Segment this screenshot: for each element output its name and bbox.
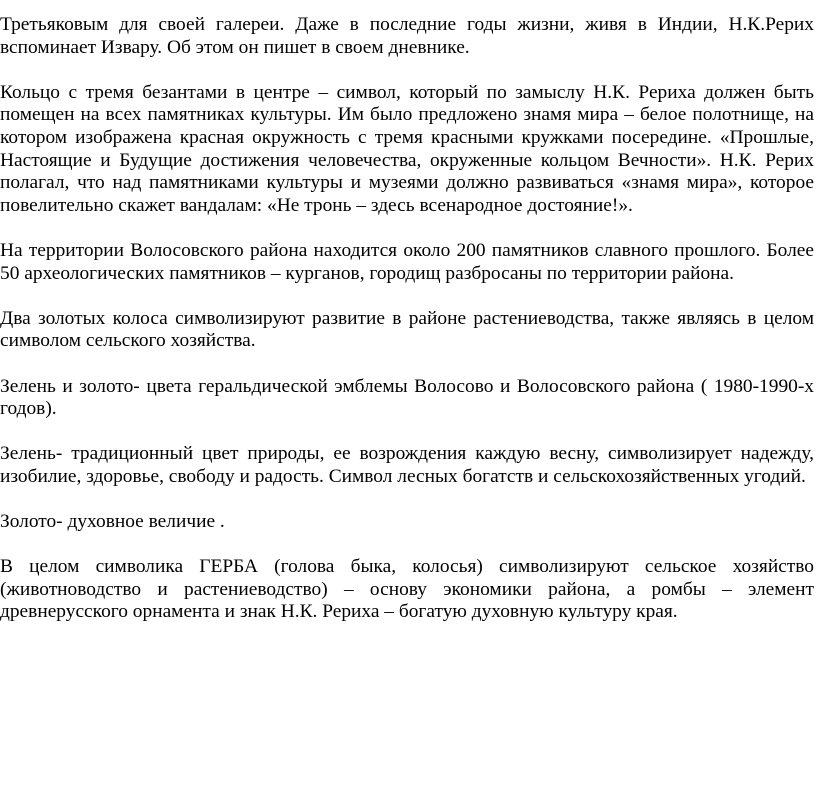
paragraph-galleries: Третьяковым для своей галереи. Даже в последние годы жизни, живя в Индии, Н.К.Рерих вспоминает Извару. Об этом он пишет в своем дневнике. (0, 14, 814, 58)
paragraph-gold: Золото- духовное величие . (0, 511, 225, 533)
paragraph-monuments: На территории Волосовского района находится около 200 памятников славного прошлого. Более 50 археологических памятников – курганов, городищ разбросаны по территории района. (0, 239, 814, 284)
paragraph-coat-of-arms: В целом символика ГЕРБА (голова быка, колосья) символизируют сельское хозяйство (животноводство и растениеводство) – основу экономики района, а ромбы – элемент древнерусского орнамента и знак Н.К. Рериха – богатую духовную культуру края. (0, 556, 814, 623)
paragraph-golden-ears: Два золотых колоса символизируют развитие в районе растениеводства, также являясь в целом символом сельского хозяйства. (0, 307, 814, 352)
document-page (0, 14, 814, 624)
paragraph-colors: Зелень и золото- цвета геральдической эмблемы Волосово и Волосовского района ( 1980-1990-х годов). (0, 375, 814, 420)
paragraph-green: Зелень- традиционный цвет природы, ее возрождения каждую весну, символизирует надежду, изобилие, здоровье, свободу и радость. Символ лесных богатств и сельскохозяйственных угодий. (0, 443, 814, 487)
paragraph-banner-of-peace: Кольцо с тремя безантами в центре – символ, который по замыслу Н.К. Рериха должен быть помещен на всех памятниках культуры. Им было предложено знамя мира – белое полотнище, на котором изображена красная окружность с тремя красными кружками посередине. «Прошлые, Настоящие и Будущие достижения человечества, окруженные кольцом Вечности». Н.К. Рерих полагал, что над памятниками культуры и музеями должно развиваться «знамя мира», которое повелительно скажет вандалам: «Не тронь – здесь всенародное достояние!». (0, 81, 814, 216)
